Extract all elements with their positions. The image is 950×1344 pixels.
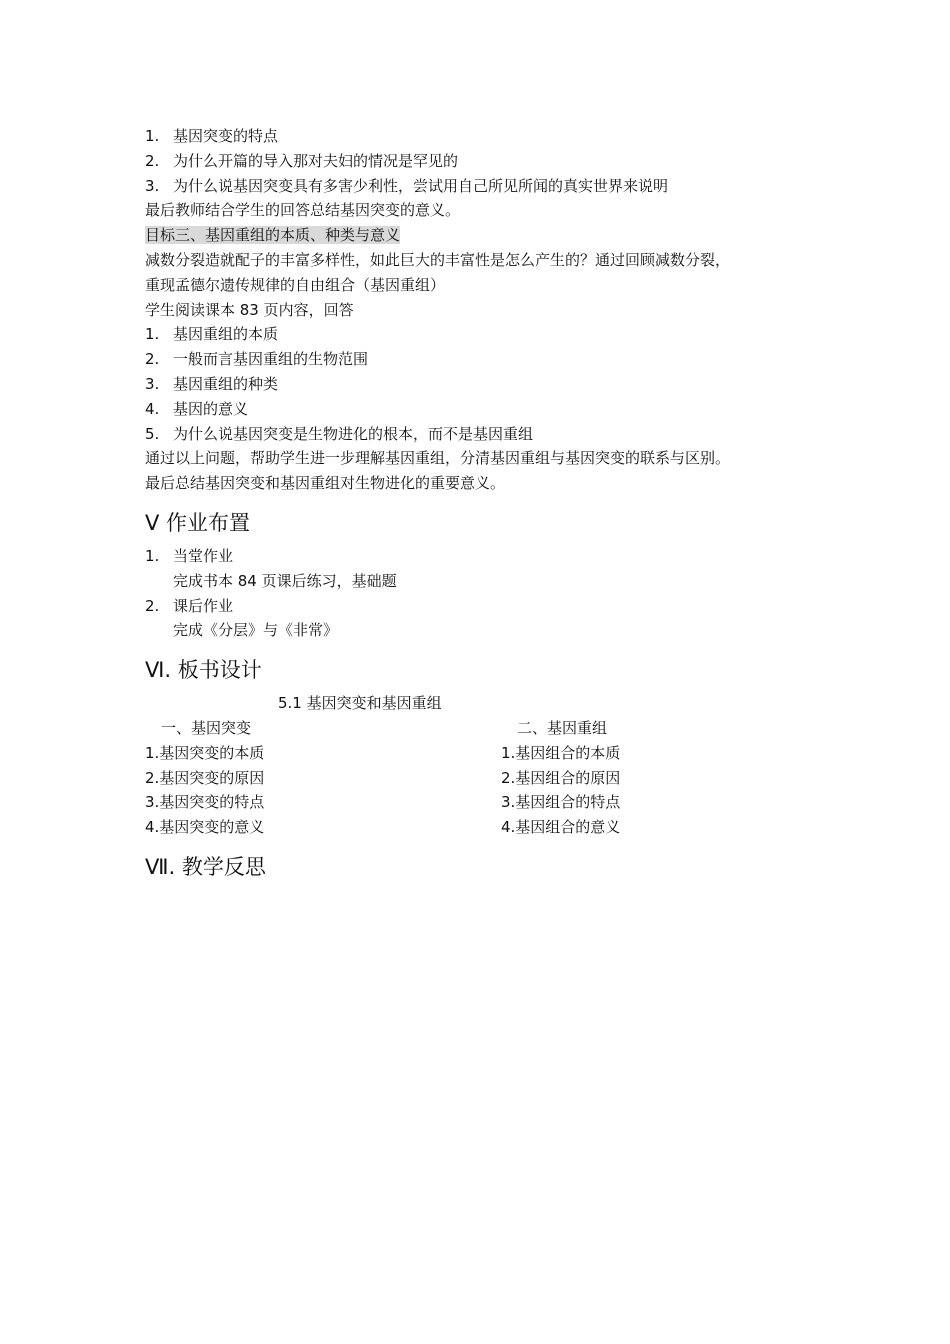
list-number: 2. xyxy=(145,350,160,369)
list-number: 3. xyxy=(145,374,160,393)
list-item xyxy=(145,397,815,422)
list-text: 基因突变的特点 xyxy=(173,127,279,145)
board-item: 1.基因突变的本质 xyxy=(145,743,265,762)
summary-paragraph-line: 通过以上问题，帮助学生进一步理解基因重组，分清基因重组与基因突变的联系与区别。 xyxy=(145,449,731,468)
list-text: 为什么说基因突变具有多害少利性，尝试用自己所见所闻的真实世界来说明 xyxy=(173,176,669,195)
board-column-right xyxy=(501,716,857,840)
board-item: 3.基因突变的特点 xyxy=(145,793,265,812)
homework-detail: 完成《分层》与《非常》 xyxy=(173,621,339,640)
list-text: 为什么说基因突变是生物进化的根本，而不是基因重组 xyxy=(173,424,534,443)
board-design-heading: Ⅵ. 板书设计 xyxy=(145,658,262,683)
list-number: 1. xyxy=(145,325,160,344)
list-item xyxy=(145,149,815,174)
list-item xyxy=(145,347,815,372)
list-text: 基因重组的本质 xyxy=(173,325,279,344)
list-number: 1. xyxy=(145,127,160,145)
board-item: 4.基因组合的意义 xyxy=(501,818,621,837)
homework-title: 课后作业 xyxy=(173,596,234,615)
list-item xyxy=(145,124,815,149)
list-number: 3. xyxy=(145,176,160,195)
list-number: 4. xyxy=(145,399,160,418)
list-text: 基因重组的种类 xyxy=(173,374,279,393)
list-number: 2. xyxy=(145,151,160,170)
summary-paragraph-line: 最后总结基因突变和基因重组对生物进化的重要意义。 xyxy=(145,474,506,493)
homework-title: 当堂作业 xyxy=(173,546,234,565)
board-item: 1.基因组合的本质 xyxy=(501,743,621,762)
reflection-heading: Ⅶ. 教学反思 xyxy=(145,854,266,879)
intro-paragraph-line: 重现孟德尔遗传规律的自由组合（基因重组） xyxy=(145,275,446,294)
board-item: 4.基因突变的意义 xyxy=(145,818,265,837)
list-item xyxy=(145,322,815,347)
board-item: 2.基因突变的原因 xyxy=(145,768,265,787)
summary-paragraph: 最后教师结合学生的回答总结基因突变的意义。 xyxy=(145,201,461,220)
intro-paragraph-line: 减数分裂造就配子的丰富多样性，如此巨大的丰富性是怎么产生的？通过回顾减数分裂， xyxy=(145,250,731,269)
board-column-title: 二、基因重组 xyxy=(517,718,608,737)
homework-item xyxy=(145,544,815,569)
list-text: 一般而言基因重组的生物范围 xyxy=(173,350,369,369)
list-item xyxy=(145,422,815,447)
board-item: 3.基因组合的特点 xyxy=(501,793,621,812)
list-text: 为什么开篇的导入那对夫妇的情况是罕见的 xyxy=(173,151,459,170)
list-text: 基因的意义 xyxy=(173,399,249,418)
list-number: 1. xyxy=(145,546,160,565)
homework-item xyxy=(145,594,815,619)
homework-detail: 完成书本 84 页课后练习，基础题 xyxy=(173,571,397,590)
board-item: 2.基因组合的原因 xyxy=(501,768,621,787)
list-number: 2. xyxy=(145,596,160,615)
board-title: 5.1 基因突变和基因重组 xyxy=(278,694,442,713)
board-column-left xyxy=(145,716,501,840)
list-item xyxy=(145,372,815,397)
document-body xyxy=(145,124,815,888)
list-number: 5. xyxy=(145,424,160,443)
board-column-title: 一、基因突变 xyxy=(161,718,252,737)
board-columns xyxy=(145,716,815,840)
goal-title-highlighted: 目标三、基因重组的本质、种类与意义 xyxy=(145,226,401,245)
homework-heading: Ⅴ 作业布置 xyxy=(145,510,251,535)
reading-instruction: 学生阅读课本 83 页内容，回答 xyxy=(145,300,354,319)
list-item xyxy=(145,174,815,199)
